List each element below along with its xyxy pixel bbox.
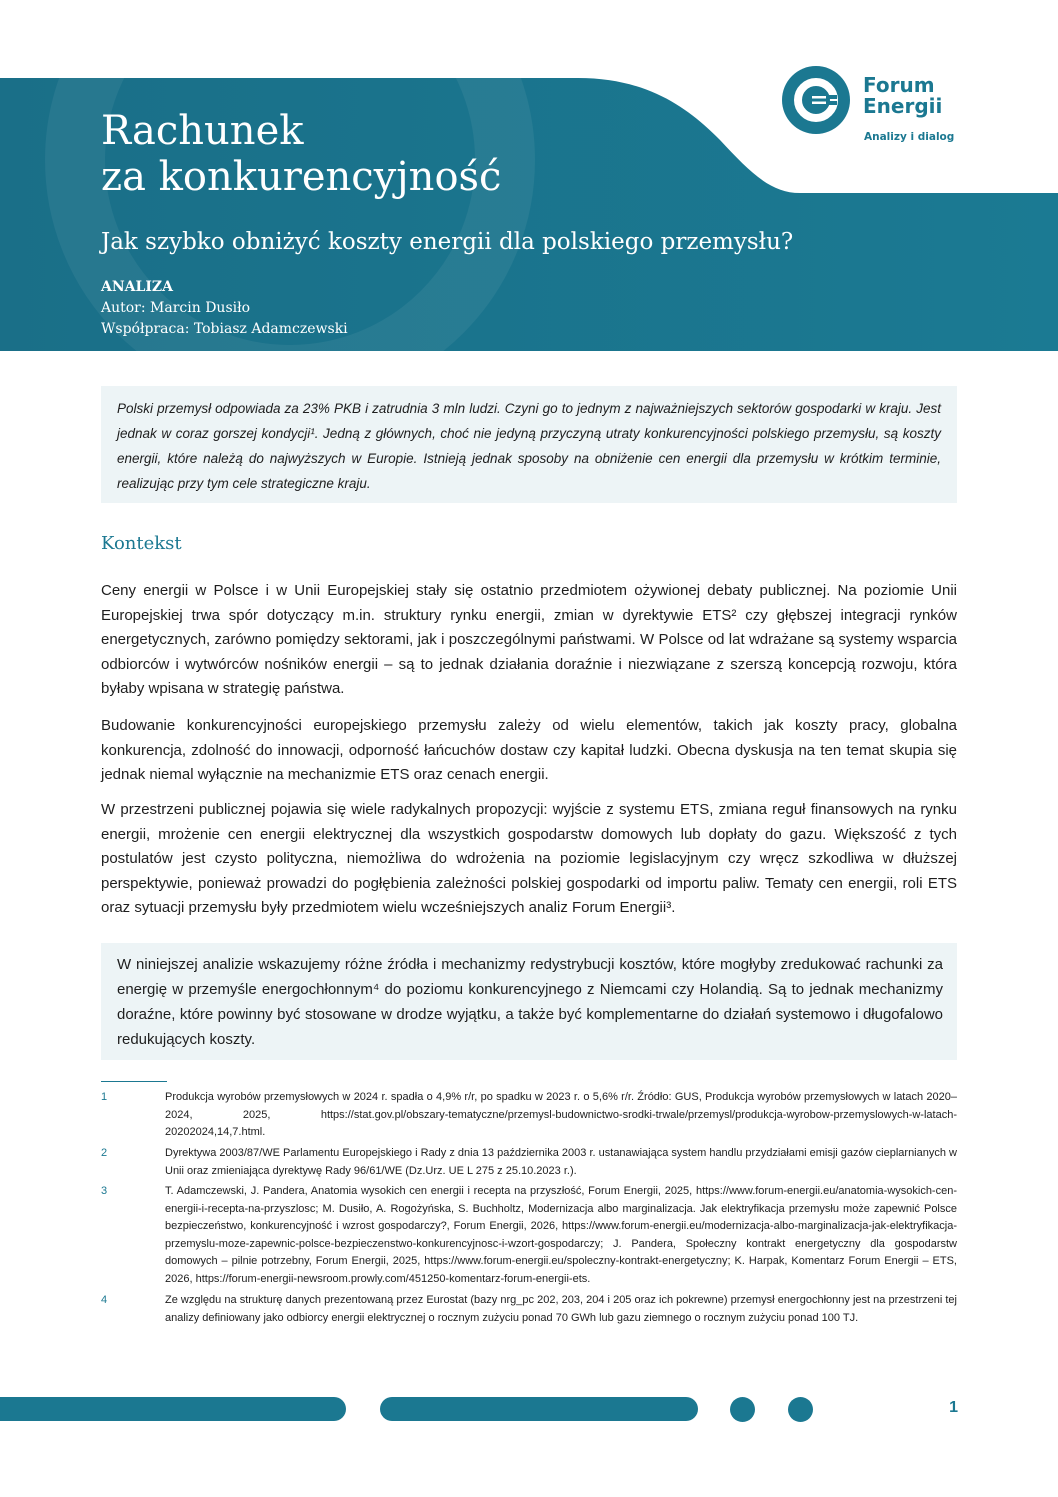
footer-bar-middle (380, 1397, 698, 1421)
forum-energii-e-icon (782, 66, 850, 134)
body-paragraph-2: Budowanie konkurencyjności europejskiego przemysłu zależy od wielu elementów, takich jak koszty pracy, globalna konkurencja, zdolność do innowacji, odporność łańcuchów dostaw czy kapitał ludzki. Obecna dyskusja na ten temat skupia się jednak niemal wyłącznie na mechanizmie ETS oraz cenach energii. (101, 717, 957, 784)
logo-wordmark (863, 75, 942, 117)
footnote-number: 1 (101, 1091, 108, 1103)
footnote-text: T. Adamczewski, J. Pandera, Anatomia wysokich cen energii i recepta na przyszłość, Forum Energii, 2025, https://www.forum-energii.eu/anatomia-wysokich-cen-energii-i-recepta-na-przyszlosc; M. Dusiło, A. Rogożyńska, S. Buchholtz, Modernizacja albo marginalizacja. Jak elektryfikacja przemysłu może zapewnić Polsce bezpieczeństwo, konkurencyjność i wzrost gospodarczy?, Forum Energii, 2026, https://www.forum-energii.eu/modernizacja-albo-marginalizacja-jak-elektryfikacja-przemyslu-moze-zapewnic-polsce-bezpieczenstwo-konkurencyjnosc-i-wzort-gospodarczy; J. Pandera, Społeczny kontrakt energetyczny dla gospodarstw domowych – pilnie potrzebny, Forum Energii, 2025, https://www.forum-energii.eu/spoleczny-kontrakt-energetyczny; K. Harpak, Komentarz Forum Energii – ETS, 2026, https://forum-energii-newsroom.prowly.com/451250-komentarz-forum-energii-ets. (165, 1185, 957, 1285)
author-line: Autor: Marcin Dusiło (101, 300, 251, 316)
footnote-divider (101, 1081, 167, 1082)
document-type: ANALIZA (101, 279, 173, 295)
logo-name-line1: Forum (863, 73, 935, 97)
document-meta (101, 277, 348, 340)
collaboration-line: Współpraca: Tobiasz Adamczewski (101, 321, 348, 337)
footnote-text: Dyrektywa 2003/87/WE Parlamentu Europejskiego i Rady z dnia 13 października 2003 r. ustanawiająca system handlu przydziałami emisji gazów cieplarnianych w Unii oraz zmieniająca dyrektywę Rady 96/61/WE (Dz.Urz. UE L 275 z 25.10.2023 r.). (165, 1147, 957, 1177)
page-title (101, 108, 501, 200)
title-line1: Rachunek (101, 108, 304, 154)
footer-bar-left (0, 1397, 346, 1421)
footnote-text: Ze względu na strukturę danych prezentowaną przez Eurostat (bazy nrg_pc 202, 203, 204 i 205 oraz ich pokrewne) przemysł energochłonny jest na przestrzeni tej analizy definiowany jako odbiorcy energii elektrycznej o rocznym zużyciu ponad 70 GWh lub gazu ziemnego o rocznym zużyciu ponad 100 TJ. (165, 1294, 957, 1324)
body-paragraph-1: Ceny energii w Polsce i w Unii Europejskiej stały się ostatnio przedmiotem ożywionej debaty publicznej. Na poziomie Unii Europejskiej trwa spór dotyczący m.in. struktury rynku energii, zmian w dyrektywie ETS² czy głębszej integracji rynków energetycznych, zarówno pomiędzy sektorami, jak i poszczególnymi państwami. W Polsce od lat wdrażane są systemy wsparcia odbiorców i wytwórców nośników energii – są to jednak działania doraźnie i niezwiązane z szerszą koncepcją rozwoju, która byłaby wpisana w strategię państwa. (101, 582, 957, 698)
page-subtitle: Jak szybko obniżyć koszty energii dla polskiego przemysłu? (101, 229, 794, 255)
footnote-number: 4 (101, 1294, 108, 1306)
logo-name-line2: Energii (863, 94, 943, 118)
footer-dot-1 (730, 1397, 755, 1422)
footer-dot-2 (788, 1397, 813, 1422)
footnote-text: Produkcja wyrobów przemysłowych w 2024 r. spadła o 4,9% r/r, po spadku w 2023 r. o 5,6% r/r. Źródło: GUS, Produkcja wyrobów przemysłowych w latach 2020–2024, 2025, https://stat.gov.pl/obszary-tematyczne/przemysl-budownictwo-srodki-trwale/przemysl/produkcja-wyrobow-przemyslowych-w-latach-20202024,14,7.html. (165, 1091, 957, 1138)
page-number: 1 (949, 1399, 958, 1416)
footnote-1 (101, 1089, 957, 1142)
footnote-number: 3 (101, 1185, 108, 1197)
callout-box: W niniejszej analizie wskazujemy różne źródła i mechanizmy redystrybucji kosztów, które mogłyby zredukować rachunki za energię w przemyśle energochłonnym⁴ do poziomu konkurencyjnego z Niemcami czy Holandią. Są to jednak mechanizmy doraźne, które powinny być stosowane w drodze wyjątku, a także być komplementarne do działań systemowo i długofalowo redukujących koszty. (101, 943, 957, 1060)
footnote-3 (101, 1183, 957, 1288)
logo-tagline: Analizy i dialog (864, 131, 955, 143)
section-heading: Kontekst (101, 533, 182, 554)
footnote-4 (101, 1292, 957, 1327)
footnote-number: 2 (101, 1147, 108, 1159)
footnote-2 (101, 1145, 957, 1180)
body-paragraph-3: W przestrzeni publicznej pojawia się wiele radykalnych propozycji: wyjście z systemu ETS, zmiana reguł finansowych na rynku energii, mrożenie cen energii elektrycznej dla wszystkich gospodarstw domowych lub dopłaty do gazu. Większość z tych postulatów jest czysto polityczna, niemożliwa do wdrożenia na poziomie legislacyjnym czy wręcz szkodliwa w dłuższej perspektywie, ponieważ prowadzi do pogłębienia zależności polskiej gospodarki od importu paliw. Tematy cen energii, roli ETS oraz sytuacji przemysłu były przedmiotem wielu wcześniejszych analiz Forum Energii³. (101, 801, 957, 917)
title-line2: za konkurencyjność (101, 154, 502, 200)
intro-box: Polski przemysł odpowiada za 23% PKB i zatrudnia 3 mln ludzi. Czyni go to jednym z najważniejszych sektorów gospodarki w kraju. Jest jednak w coraz gorszej kondycji¹. Jedną z głównych, choć nie jedyną przyczyną utraty konkurencyjności polskiego przemysłu, są koszty energii, które należą do najwyższych w Europie. Istnieją jednak sposoby na obniżenie cen energii dla przemysłu w krótkim terminie, realizując przy tym cele strategiczne kraju. (101, 386, 957, 503)
